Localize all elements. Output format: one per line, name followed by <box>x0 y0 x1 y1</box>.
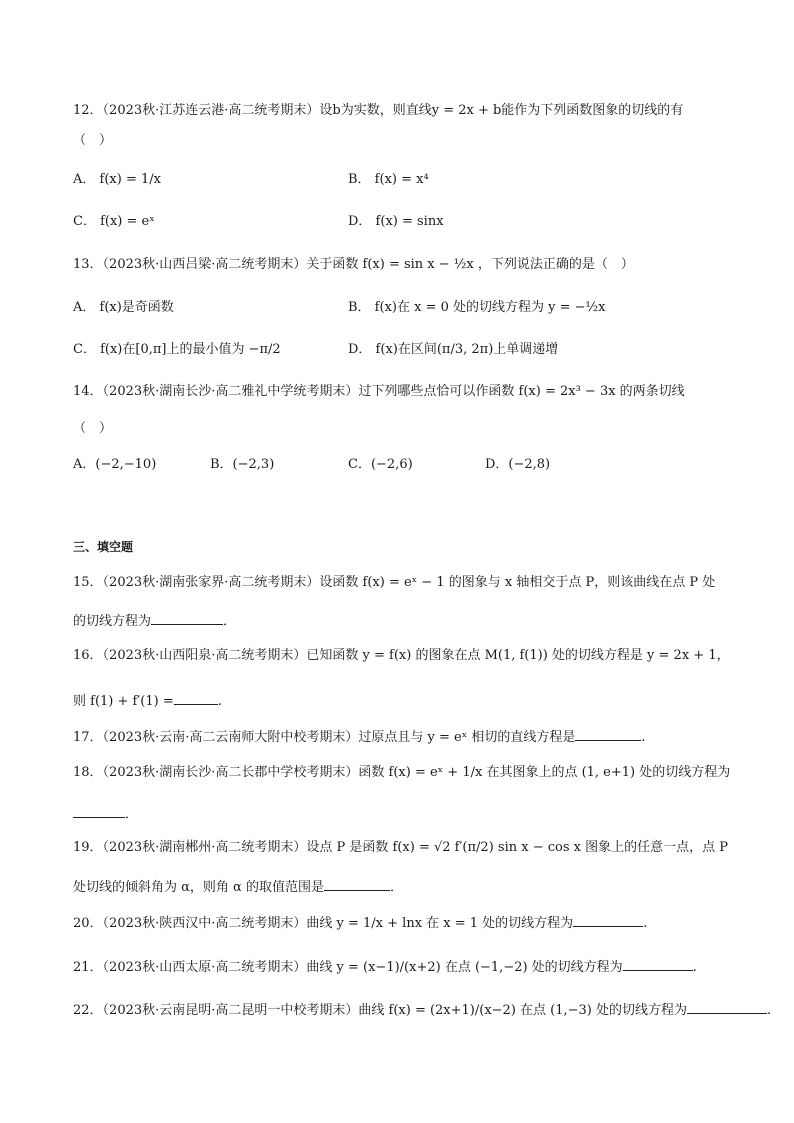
q22-period: . <box>767 1003 772 1018</box>
q15-period: ． <box>223 614 237 629</box>
q14-option-c: C．(−2,6) <box>348 457 413 472</box>
q19-period: ． <box>389 880 403 895</box>
q14-stem: 14．（2023秋·湖南长沙·高二雅礼中学统考期末）过下列哪些点恰可以作函数 f(x) = 2x³ − 3x 的两条切线 <box>73 384 685 399</box>
q12-option-a: A． f(x) = 1/x <box>73 172 161 187</box>
q16-line2 <box>73 690 222 712</box>
q21-period: . <box>692 960 697 975</box>
q20-text: 20．（2023秋·陕西汉中·高二统考期末）曲线 y = 1/x + lnx 在 x = 1 处的切线方程为 <box>73 916 574 931</box>
answer-blank <box>623 956 693 971</box>
answer-blank <box>575 726 641 741</box>
q12-option-d: D． f(x) = sinx <box>348 214 444 229</box>
q16-line2-text: 则 f(1) + f′(1) = <box>73 694 174 709</box>
q19-line2 <box>73 876 403 898</box>
q14-option-a: A．(−2,−10) <box>73 457 157 472</box>
q13-option-c: C． f(x)在[0,π]上的最小值为 −π/2 <box>73 342 281 357</box>
q17-period: . <box>641 730 646 745</box>
q13-option-a: A． f(x)是奇函数 <box>73 300 174 315</box>
answer-blank <box>687 999 767 1014</box>
q21-line1 <box>73 956 697 978</box>
q18-period: ． <box>125 807 139 822</box>
q15-line2 <box>73 610 236 632</box>
answer-blank <box>174 690 218 705</box>
q22-text: 22．（2023秋·云南昆明·高二昆明一中校考期末）曲线 f(x) = (2x+1)/(x−2) 在点 (1,−3) 处的切线方程为 <box>73 1003 688 1018</box>
q18-line2 <box>73 803 138 825</box>
section-title: 三、填空题 <box>73 540 134 554</box>
q16-period: . <box>217 694 222 709</box>
answer-blank <box>324 876 390 891</box>
q19-line1: 19．（2023秋·湖南郴州·高二统考期末）设点 P 是函数 f(x) = √2 f′(π/2) sin x − cos x 图象上的任意一点，点 P <box>73 840 728 855</box>
q12-option-c: C． f(x) = eˣ <box>73 214 155 229</box>
answer-blank <box>573 912 643 927</box>
q15-line2-text: 的切线方程为 <box>73 614 152 629</box>
q22-line1 <box>73 999 771 1021</box>
answer-blank <box>151 610 223 625</box>
q15-line1: 15．（2023秋·湖南张家界·高二统考期末）设函数 f(x) = eˣ − 1 的图象与 x 轴相交于点 P，则该曲线在点 P 处 <box>73 575 716 590</box>
q14-option-d: D．(−2,8) <box>485 457 551 472</box>
q14-option-b: B．(−2,3) <box>210 457 275 472</box>
q16-line1: 16．（2023秋·山西阳泉·高二统考期末）已知函数 y = f(x) 的图象在点 M(1, f(1)) 处的切线方程是 y = 2x + 1， <box>73 648 730 663</box>
q21-text: 21．（2023秋·山西太原·高二统考期末）曲线 y = (x−1)/(x+2) 在点 (−1,−2) 处的切线方程为 <box>73 960 623 975</box>
q17-text: 17．（2023秋·云南·高二云南师大附中校考期末）过原点且与 y = eˣ 相切的直线方程是 <box>73 730 576 745</box>
q12-paren: （ ） <box>73 133 113 148</box>
q13-option-d: D． f(x)在区间(π/3, 2π)上单调递增 <box>348 342 559 357</box>
q17-line1 <box>73 726 646 748</box>
answer-blank <box>73 803 125 818</box>
q12-option-b: B． f(x) = x⁴ <box>348 172 429 187</box>
q14-paren: （ ） <box>73 421 113 436</box>
q13-option-b: B． f(x)在 x = 0 处的切线方程为 y = −½x <box>348 300 606 315</box>
q18-line1: 18．（2023秋·湖南长沙·高二长郡中学校考期末）函数 f(x) = eˣ + 1/x 在其图象上的点 (1, e+1) 处的切线方程为 <box>73 765 731 780</box>
q12-stem: 12．（2023秋·江苏连云港·高二统考期末）设b为实数，则直线y = 2x + b能作为下列函数图象的切线的有 <box>73 103 684 118</box>
q20-line1 <box>73 912 647 934</box>
q19-line2-text: 处切线的倾斜角为 α，则角 α 的取值范围是 <box>73 880 324 895</box>
q20-period: . <box>643 916 648 931</box>
q13-stem: 13．（2023秋·山西吕梁·高二统考期末）关于函数 f(x) = sin x − ½x ，下列说法正确的是（ ） <box>73 257 634 272</box>
